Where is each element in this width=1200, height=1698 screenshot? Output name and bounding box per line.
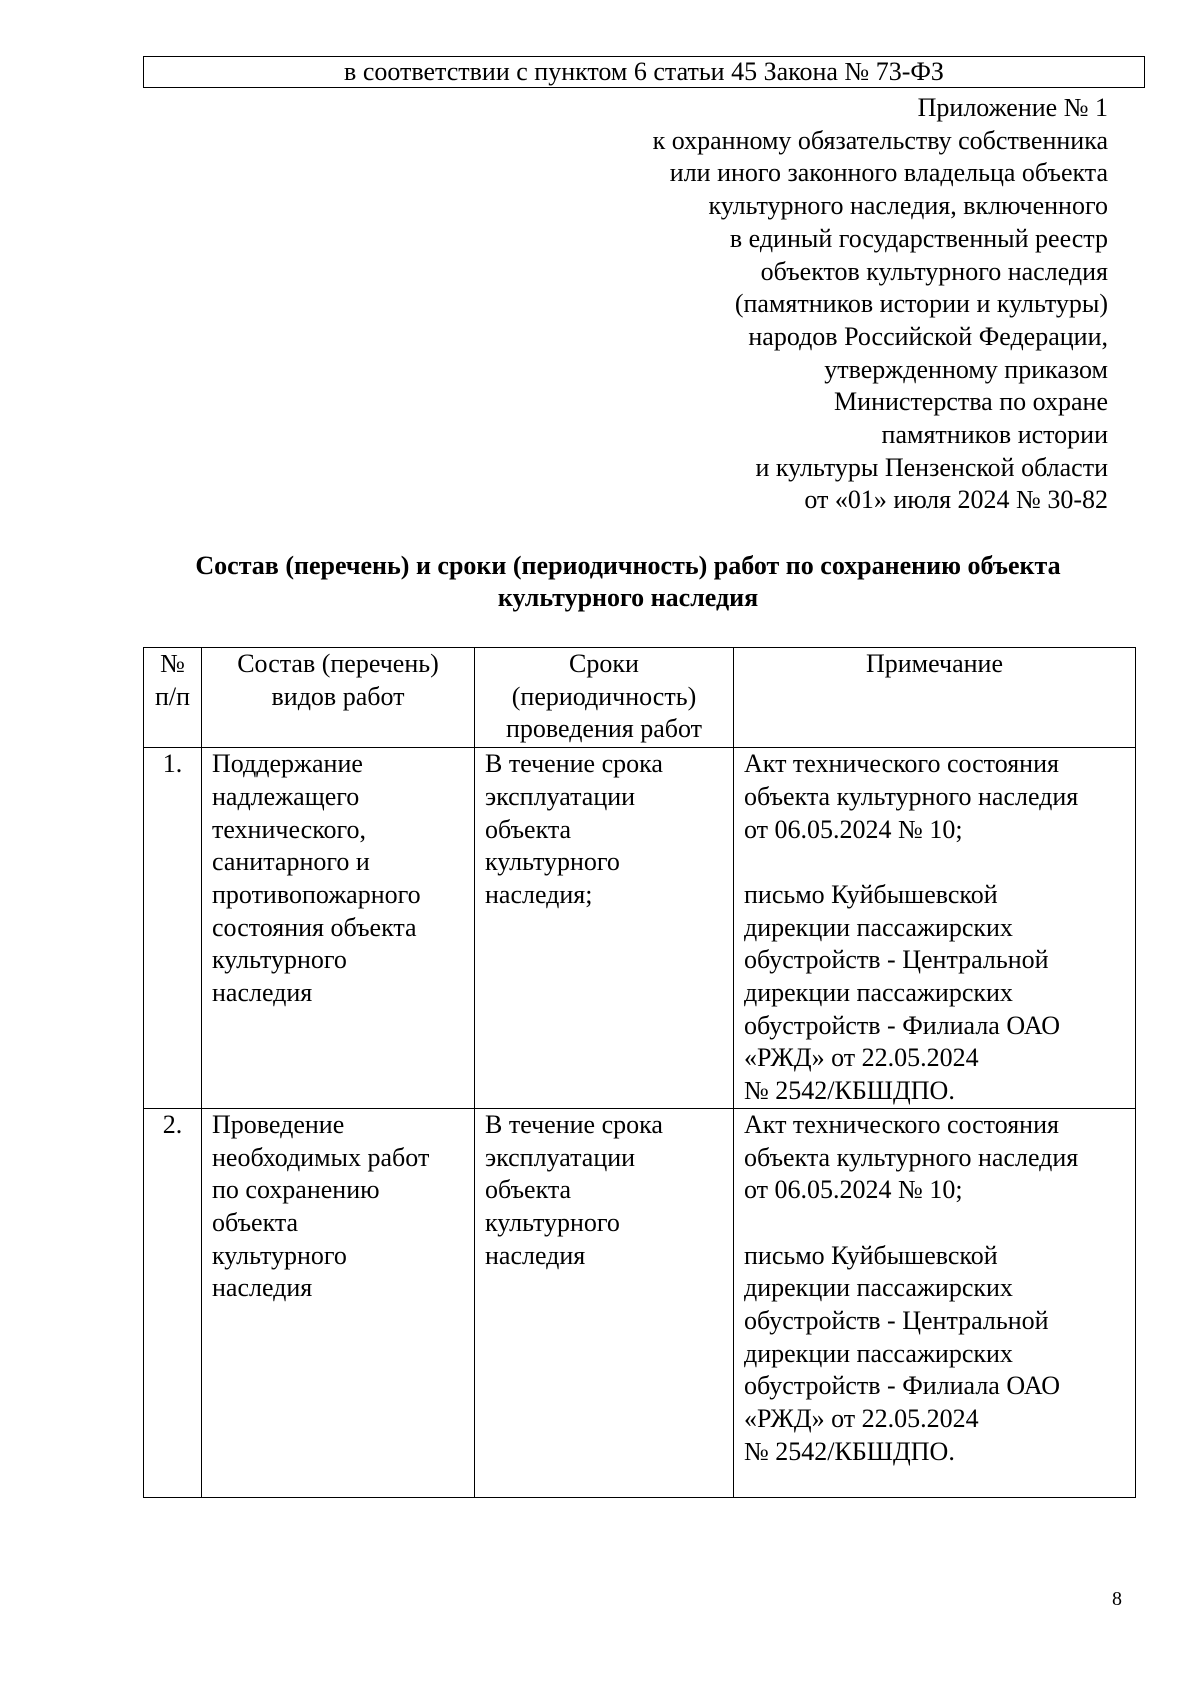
appendix-line: или иного законного владельца объекта [669,158,1108,188]
row-kind: Проведение необходимых работ по сохранению объекта культурного наследия [202,1108,475,1497]
appendix-line: от «01» июля 2024 № 30-82 [804,485,1108,515]
title-line: культурного наследия [497,583,759,612]
appendix-line: памятников истории [881,420,1108,450]
row-note: Акт технического состояния объекта культурного наследия от 06.05.2024 № 10; письмо Куйбышевской дирекции пассажирских обустройств - Центральной дирекции пассажирских обустройств - Филиала ОАО «РЖД» от 22.05.2024 № 2542/КБШДПО. [734,748,1136,1109]
header-kind: Состав (перечень) видов работ [202,648,475,748]
row-number: 1. [144,748,202,1109]
works-table [143,647,1136,1498]
title-line: Состав (перечень) и сроки (периодичность) работ по сохранению объекта [195,551,1061,580]
row-term: В течение срока эксплуатации объекта культурного наследия [475,1108,734,1497]
row-term: В течение срока эксплуатации объекта культурного наследия; [475,748,734,1109]
appendix-line: (памятников истории и культуры) [734,289,1108,319]
appendix-line: в единый государственный реестр [729,223,1108,253]
table-row [144,748,1136,1109]
row-kind: Поддержание надлежащего технического, санитарного и противопожарного состояния объекта культурного наследия [202,748,475,1109]
appendix-header [508,92,1108,517]
legal-basis-box: в соответствии с пунктом 6 статьи 45 Закона № 73-ФЗ [143,56,1145,88]
appendix-line: культурного наследия, включенного [708,191,1108,221]
header-num: № п/п [144,648,202,748]
appendix-line: утвержденному приказом [824,354,1108,384]
page-number: 8 [1112,1588,1122,1610]
row-number: 2. [144,1108,202,1497]
header-note: Примечание [734,648,1136,748]
header-term: Сроки (периодичность) проведения работ [475,648,734,748]
row-note: Акт технического состояния объекта культурного наследия от 06.05.2024 № 10; письмо Куйбышевской дирекции пассажирских обустройств - Центральной дирекции пассажирских обустройств - Филиала ОАО «РЖД» от 22.05.2024 № 2542/КБШДПО. [734,1108,1136,1497]
table-header-row [144,648,1136,748]
document-title [80,550,1176,614]
paragraph-gap [744,1207,1125,1240]
table-row [144,1108,1136,1497]
appendix-line: Министерства по охране [834,387,1108,417]
appendix-line: к охранному обязательству собственника [652,125,1108,155]
appendix-line: народов Российской Федерации, [748,321,1108,351]
appendix-line: Приложение № 1 [917,93,1108,122]
paragraph-gap [744,846,1125,879]
appendix-line: объектов культурного наследия [760,256,1108,286]
appendix-line: и культуры Пензенской области [755,452,1108,482]
